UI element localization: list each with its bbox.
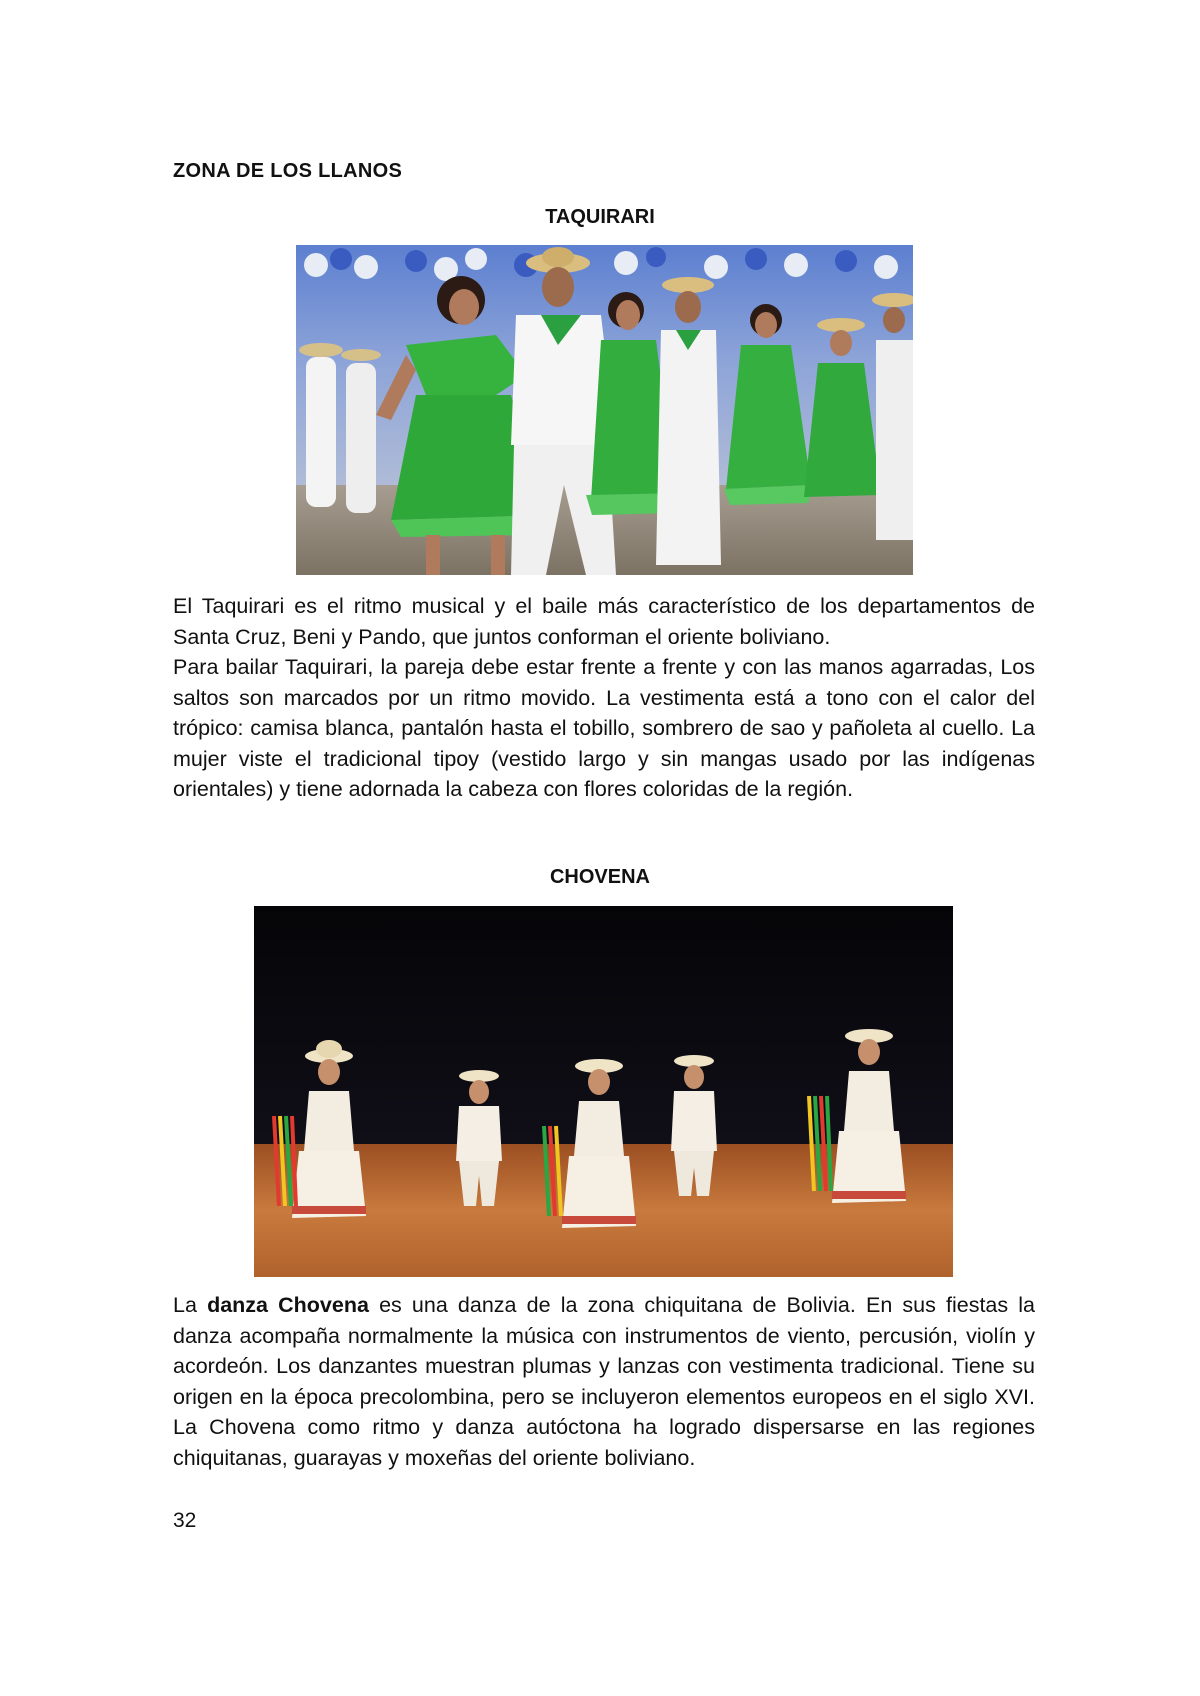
zone-title: ZONA DE LOS LLANOS bbox=[173, 160, 403, 182]
page-number: 32 bbox=[173, 1509, 197, 1532]
chovena-text bbox=[173, 1290, 1035, 1473]
chovena-paragraph: La danza Chovena es una danza de la zona chiquitana de Bolivia. En sus fiestas la danza acompaña normalmente la música con instrumentos de viento, percusión, violín y acordeón. Los danzantes muestran plumas y lanzas con vestimenta tradicional. Tiene su origen en la época precolombina, pero se incluyeron elementos europeos en el siglo XVI. La Chovena como ritmo y danza autóctona ha logrado dispersarse en las regiones chiquitanas, guarayas y moxeñas del oriente boliviano. bbox=[173, 1293, 1036, 1470]
taquirari-paragraph-2: Para bailar Taquirari, la pareja debe estar frente a frente y con las manos agarradas, Los saltos son marcados por un ritmo movido. La vestimenta está a tono con el calor del trópico: camisa blanca, pantalón hasta el tobillo, sombrero de sao y pañoleta al cuello. La mujer viste el tradicional tipoy (vestido largo y sin mangas usado por las indígenas orientales) y tiene adornada la cabeza con flores coloridas de la región. bbox=[173, 655, 1035, 801]
taquirari-photo bbox=[296, 245, 913, 575]
chovena-title: CHOVENA bbox=[549, 866, 650, 888]
taquirari-text bbox=[173, 591, 1035, 805]
taquirari-title: TAQUIRARI bbox=[545, 206, 655, 228]
chovena-bold-term: danza Chovena bbox=[207, 1293, 369, 1317]
taquirari-paragraph-1: El Taquirari es el ritmo musical y el baile más característico de los departamentos de Santa Cruz, Beni y Pando, que juntos conforman el oriente boliviano. bbox=[173, 594, 1035, 649]
chovena-photo bbox=[254, 906, 953, 1277]
